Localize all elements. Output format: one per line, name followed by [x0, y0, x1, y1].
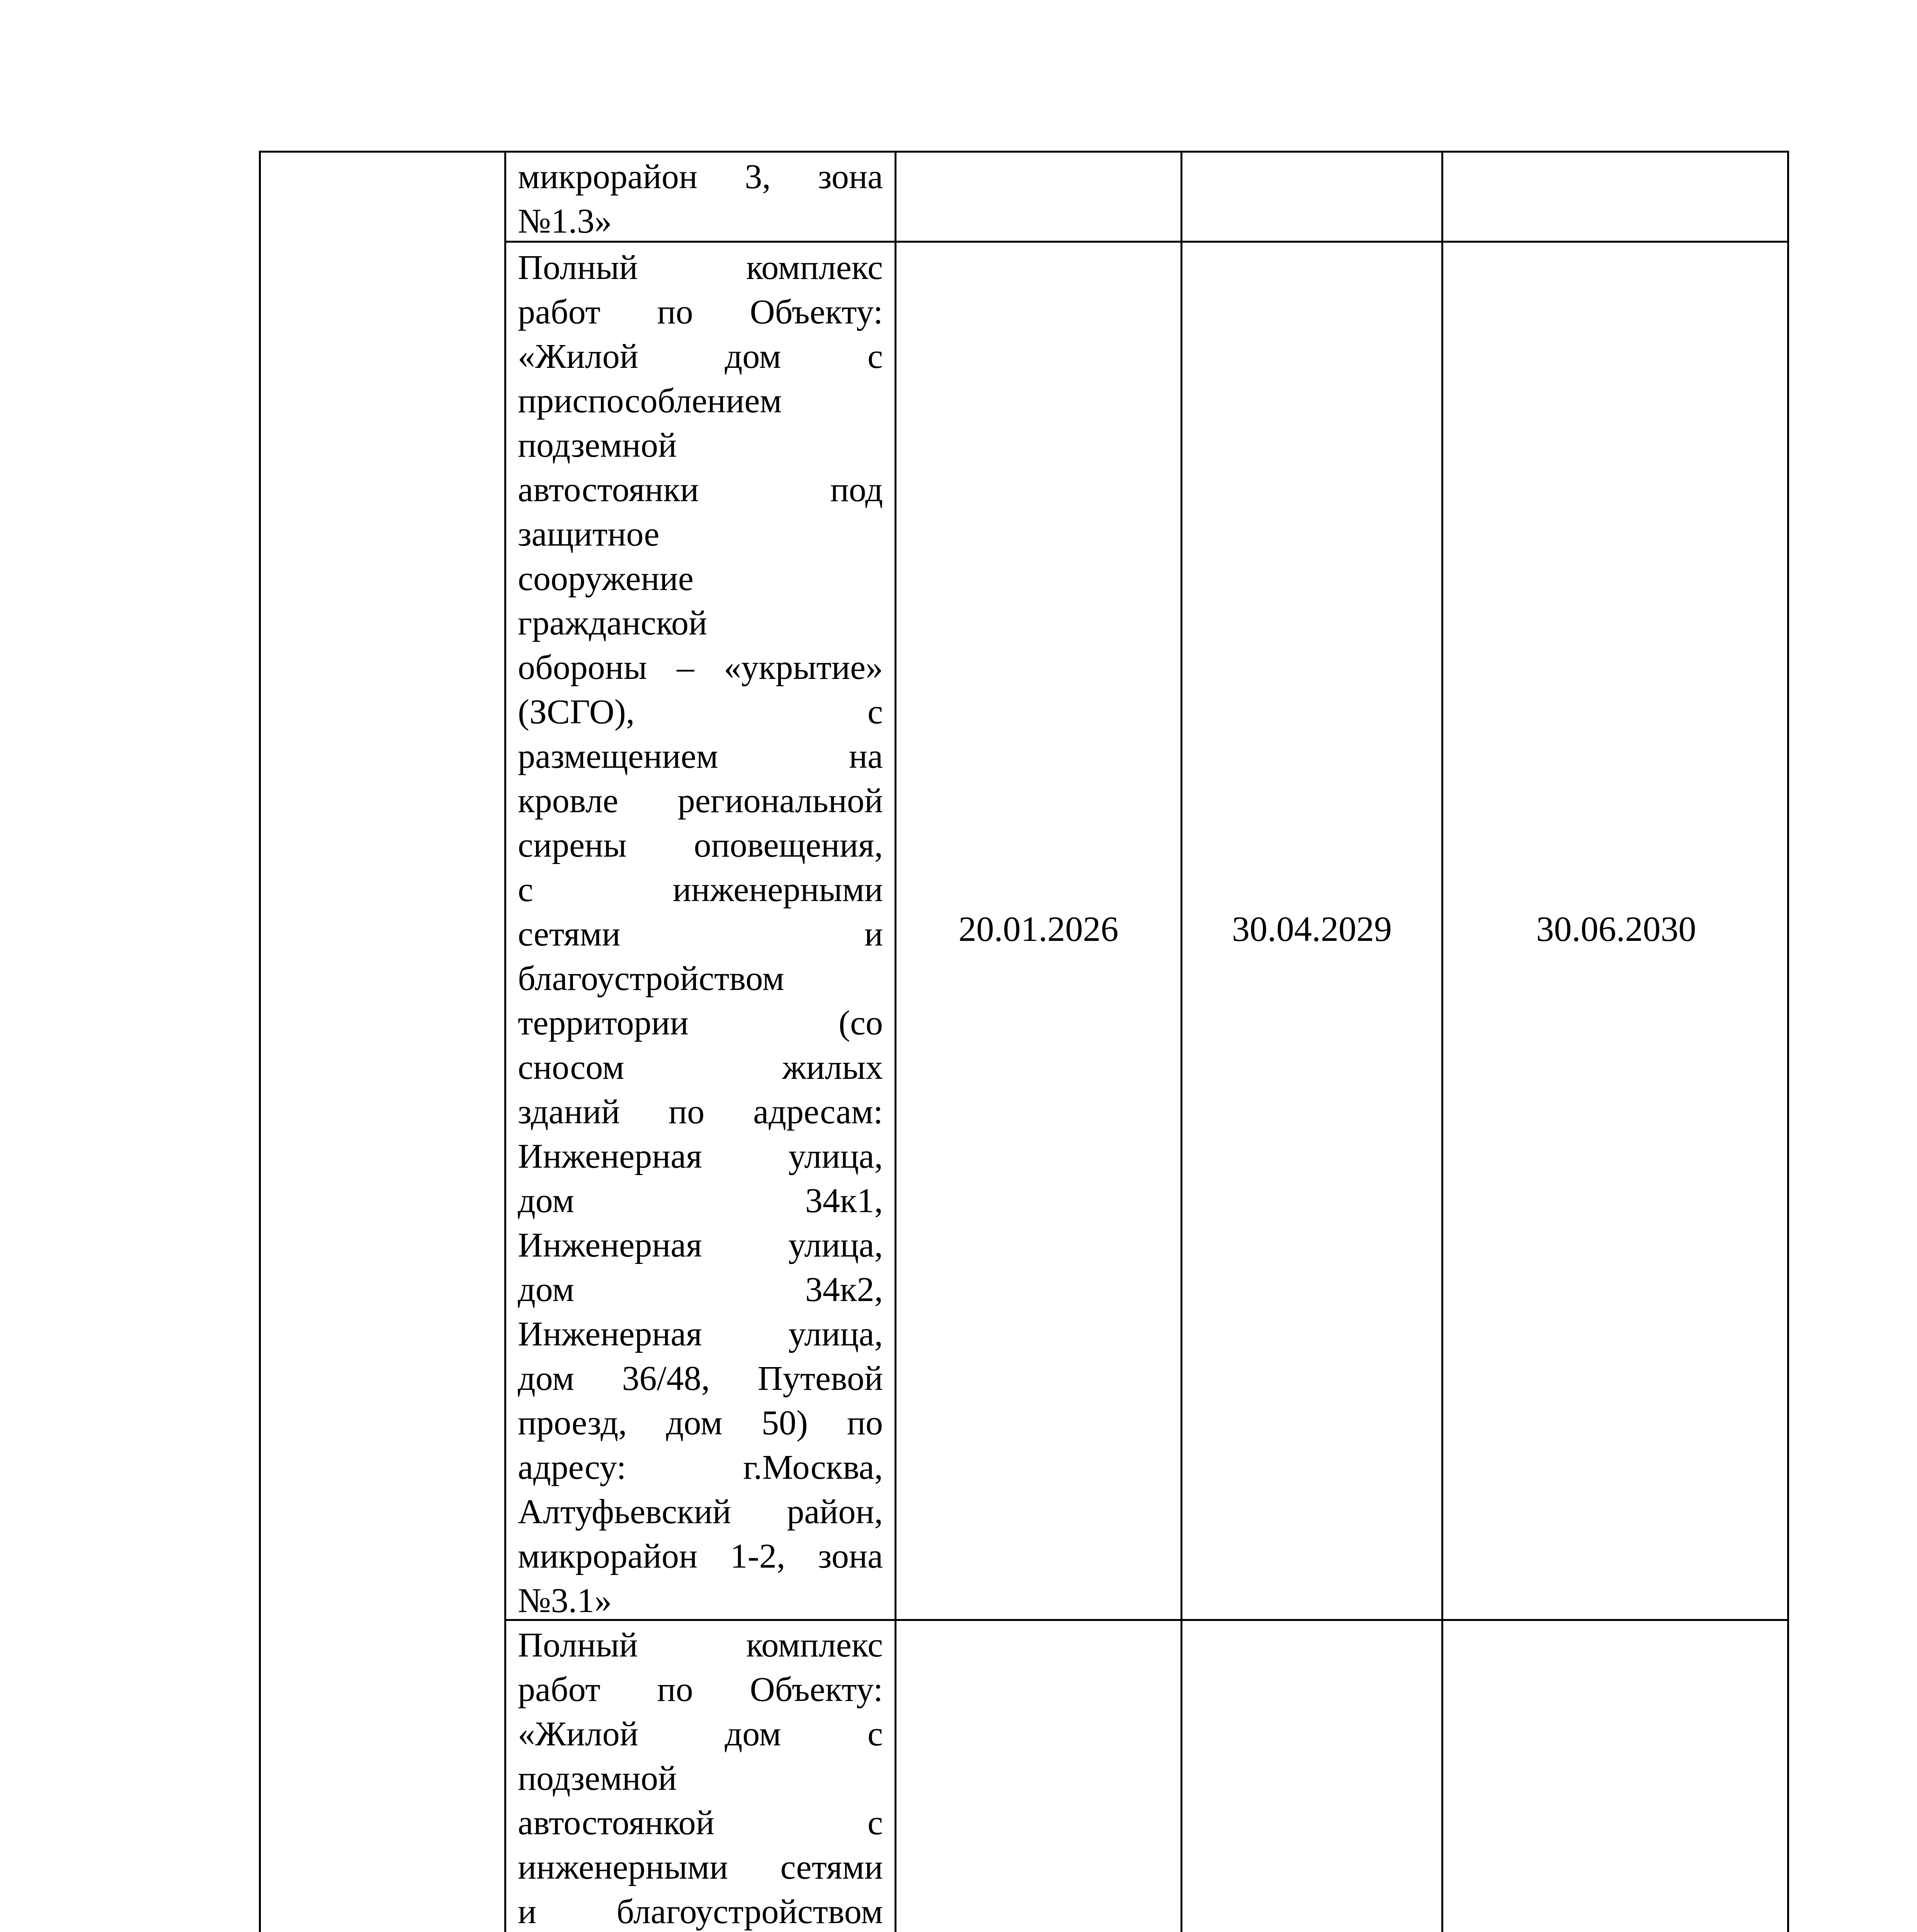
table-row-2-description [518, 245, 883, 1623]
table-row-2-end-date: 30.06.2030 [1536, 909, 1696, 949]
description-line: «Жилой дом с [518, 1715, 883, 1753]
description-line: №3.1» [518, 1582, 612, 1620]
description-line: №1.3» [518, 202, 612, 240]
description-line: автостоянки под [518, 471, 883, 509]
description-line: зданий по адресам: [518, 1093, 883, 1131]
description-line: кровле региональной [518, 782, 883, 820]
description-line: «Жилой дом с [518, 337, 883, 376]
table-row-2-start-date: 20.01.2026 [958, 909, 1119, 949]
description-line: обороны – «укрытие» [518, 648, 883, 687]
description-line: Инженерная улица, [518, 1137, 883, 1175]
column-divider [1441, 153, 1443, 1932]
description-line: Полный комплекс [518, 1626, 883, 1664]
column-divider [504, 153, 506, 1932]
description-line: (ЗСГО), с [518, 693, 883, 731]
description-line: дом 34к2, [518, 1270, 883, 1309]
description-line: сооружение [518, 560, 694, 598]
description-line: дом 36/48, Путевой [518, 1359, 883, 1398]
description-line: сетями и [518, 915, 883, 953]
description-line: размещением на [518, 737, 883, 776]
table-row-1-description [518, 155, 883, 243]
description-line: адресу: г.Москва, [518, 1448, 883, 1486]
description-line: работ по Объекту: [518, 1670, 883, 1709]
table-row-2-intermediate-date: 30.04.2029 [1232, 909, 1392, 949]
description-line: благоустройством [518, 959, 784, 998]
description-line: инженерными сетями [518, 1848, 883, 1886]
description-line: сирены оповещения, [518, 826, 883, 864]
description-line: Полный комплекс [518, 248, 883, 287]
description-line: дом 34к1, [518, 1182, 883, 1220]
schedule-table [259, 151, 1789, 1932]
description-line: работ по Объекту: [518, 293, 883, 331]
description-line: и благоустройством [518, 1893, 883, 1931]
description-line: Инженерная улица, [518, 1226, 883, 1264]
description-line: микрорайон 3, зона [518, 158, 883, 196]
column-divider [1180, 153, 1182, 1932]
description-line: Инженерная улица, [518, 1315, 883, 1353]
description-line: подземной [518, 1759, 677, 1798]
description-line: с инженерными [518, 871, 883, 909]
description-line: гражданской [518, 604, 708, 642]
description-line: подземной [518, 426, 677, 464]
description-line: сносом жилых [518, 1048, 883, 1087]
description-line: защитное [518, 515, 660, 553]
description-line: Алтуфьевский район, [518, 1493, 883, 1531]
description-line: микрорайон 1-2, зона [518, 1537, 883, 1575]
description-line: территории (со [518, 1004, 883, 1042]
description-line: автостоянкой с [518, 1804, 883, 1842]
description-line: проезд, дом 50) по [518, 1404, 883, 1442]
description-line: приспособлением [518, 382, 782, 420]
table-row-3-description [518, 1623, 883, 1932]
column-divider [895, 153, 896, 1932]
